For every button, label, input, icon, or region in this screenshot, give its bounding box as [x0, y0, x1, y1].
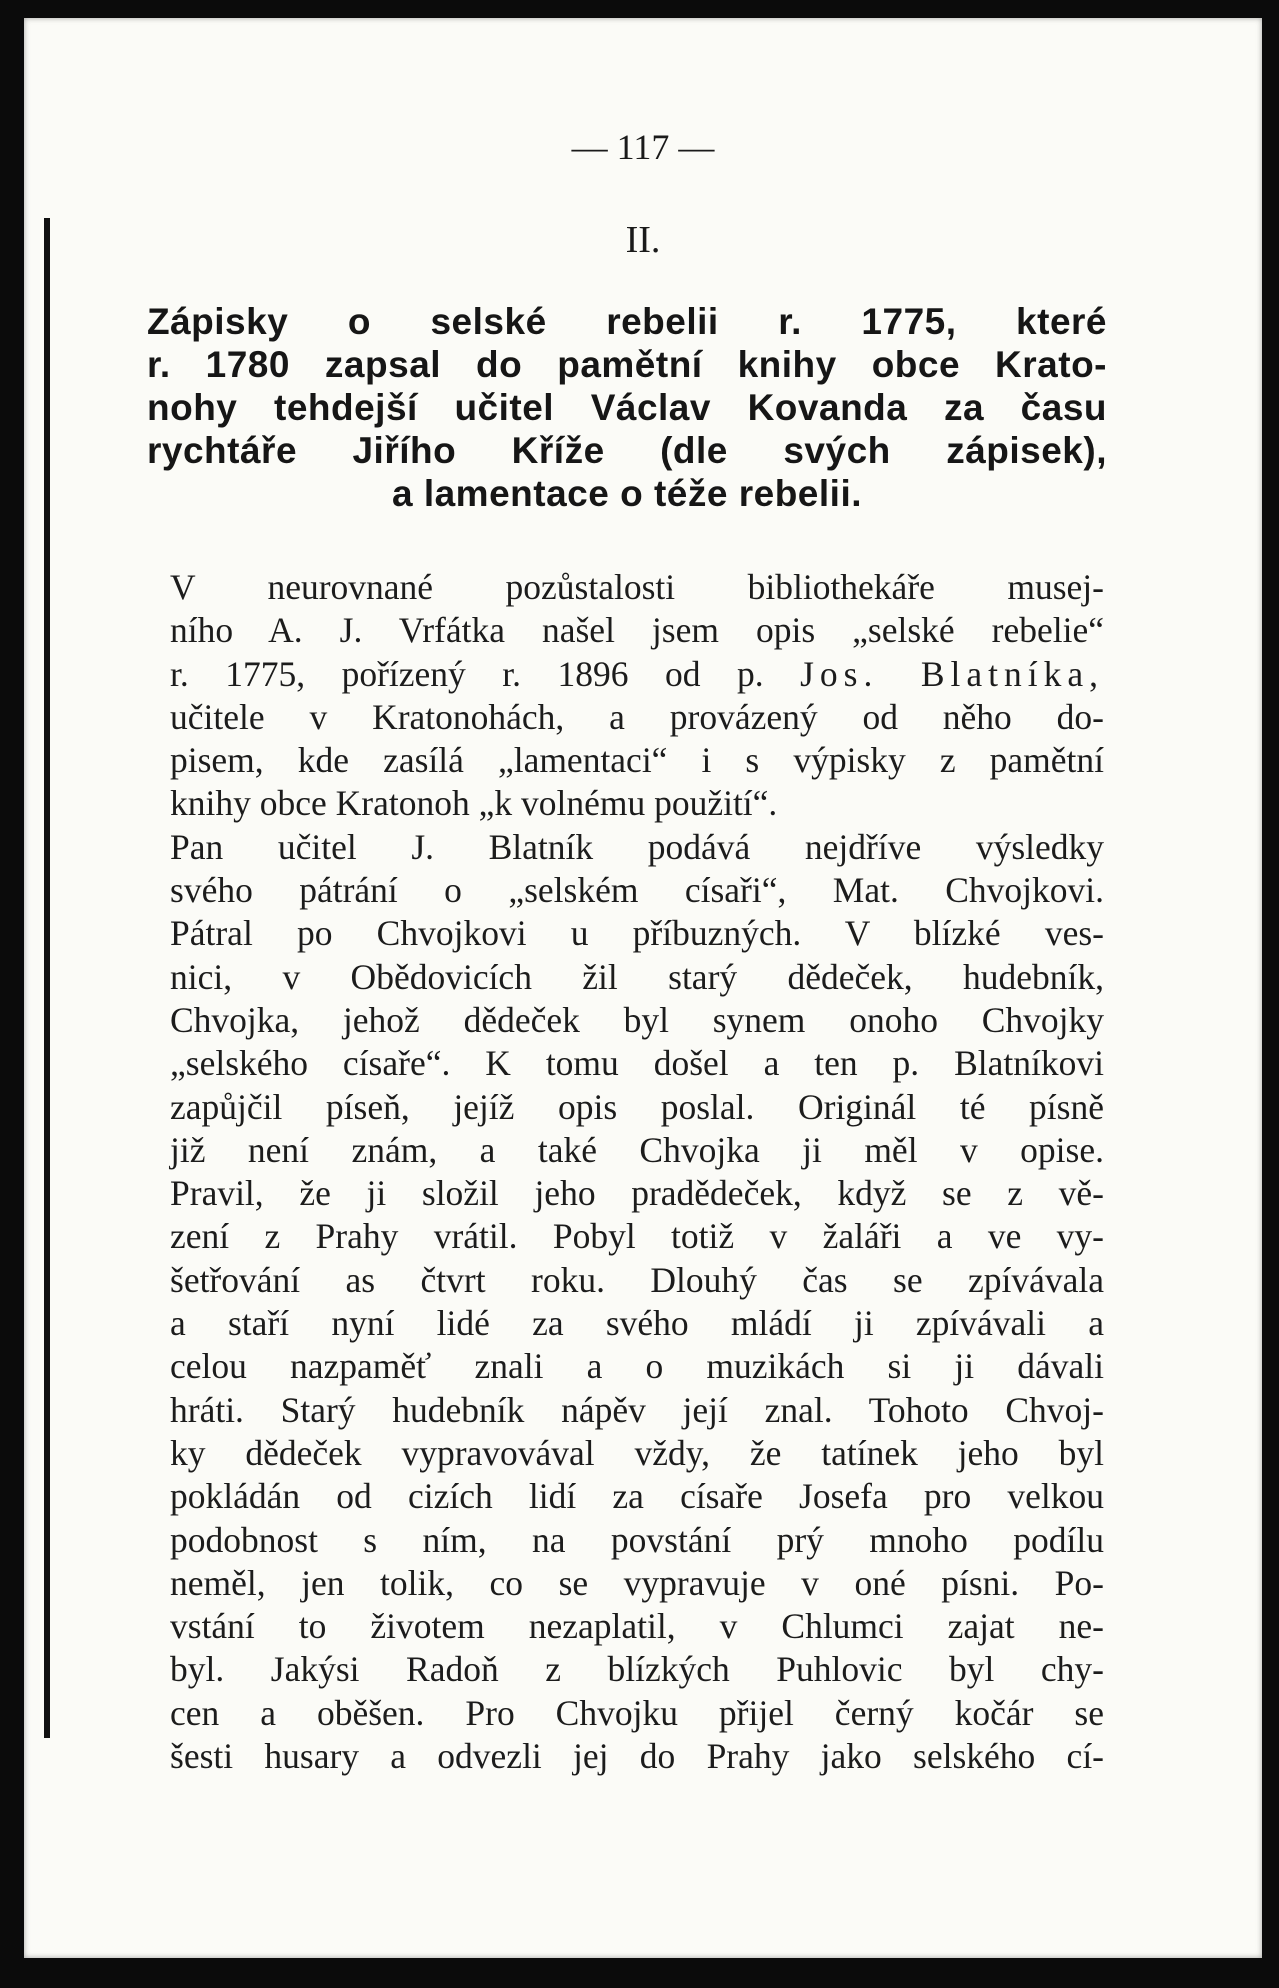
text-line: „selského císaře“. K tomu došel a ten p. Blatníkovi [170, 1043, 1104, 1084]
heading-line: Zápisky o selské rebelii r. 1775, které [147, 301, 1107, 342]
text-line: Pátral po Chvojkovi u příbuzných. V blízké ves- [170, 913, 1104, 954]
text-line: pisem, kde zasílá „lamentaci“ i s výpisky z pamětní [170, 740, 1104, 781]
heading-line: rychtáře Jiřího Kříže (dle svých zápisek), [147, 430, 1107, 471]
text-line: Pan učitel J. Blatník podává nejdříve výsledky [170, 826, 1104, 867]
text-line: Pravil, že ji složil jeho pradědeček, když se z vě- [170, 1173, 1104, 1214]
text-line: nici, v Obědovicích žil starý dědeček, hudebník, [170, 956, 1104, 997]
chapter-heading [147, 300, 1107, 515]
text-line [170, 653, 1104, 696]
text-line: neměl, jen tolik, co se vypravuje v oné písni. Po- [170, 1562, 1104, 1603]
text-line: zapůjčil píseň, jejíž opis poslal. Originál té písně [170, 1086, 1104, 1127]
body-text [170, 566, 1104, 1778]
text-line: podobnost s ním, na povstání prý mnoho podílu [170, 1519, 1104, 1560]
text-line: šesti husary a odvezli jej do Prahy jako selského cí- [170, 1736, 1104, 1777]
heading-line: a lamentace o téže rebelii. [391, 473, 863, 514]
heading-line: nohy tehdejší učitel Václav Kovanda za času [147, 387, 1107, 428]
text-line: vstání to životem nezaplatil, v Chlumci zajat ne- [170, 1606, 1104, 1647]
text-line: Chvojka, jehož dědeček byl synem onoho Chvojky [170, 999, 1104, 1040]
heading-line: r. 1780 zapsal do pamětní knihy obce Krato- [147, 344, 1107, 385]
spaced-name: Jos. Blatníka, [800, 653, 1104, 694]
text-line: hráti. Starý hudebník nápěv její znal. Tohoto Chvoj- [170, 1389, 1104, 1430]
text-line: již není znám, a také Chvojka ji měl v opise. [170, 1129, 1104, 1170]
text-line: pokládán od cizích lidí za císaře Josefa pro velkou [170, 1476, 1104, 1517]
text-line: ky dědeček vypravovával vždy, že tatínek jeho byl [170, 1432, 1104, 1473]
text-fragment: r. 1775, pořízený r. 1896 od p. [170, 653, 764, 694]
text-line: zení z Prahy vrátil. Pobyl totiž v žaláři a ve vy- [170, 1216, 1104, 1257]
text-line: svého pátrání o „selském císaři“, Mat. Chvojkovi. [170, 870, 1104, 911]
text-line: šetřování as čtvrt roku. Dlouhý čas se zpívávala [170, 1259, 1104, 1300]
text-line: knihy obce Kratonoh „k volnému použití“. [170, 783, 778, 824]
text-line: učitele v Kratonohách, a provázený od něho do- [170, 696, 1104, 737]
book-page [24, 18, 1262, 1958]
text-line: celou nazpaměť znali a o muzikách si ji dávali [170, 1346, 1104, 1387]
text-line: cen a oběšen. Pro Chvojku přijel černý kočár se [170, 1692, 1104, 1733]
page-number: — 117 — [571, 127, 715, 167]
text-line: a staří nyní lidé za svého mládí ji zpívávali a [170, 1303, 1104, 1344]
binding-edge [44, 218, 50, 1738]
text-line: byl. Jakýsi Radoň z blízkých Puhlovic byl chy- [170, 1649, 1104, 1690]
text-line: ního A. J. Vrfátka našel jsem opis „selské rebelie“ [170, 610, 1104, 651]
text-line: V neurovnané pozůstalosti bibliothekáře musej- [170, 567, 1104, 607]
section-number: II. [625, 219, 661, 261]
